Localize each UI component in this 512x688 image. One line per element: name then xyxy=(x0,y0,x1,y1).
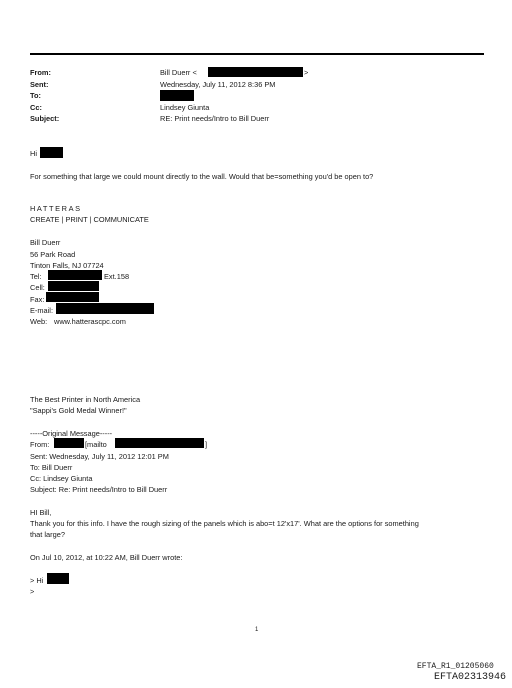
cc-value: Lindsey Giunta xyxy=(160,103,210,112)
redaction-tel xyxy=(48,270,102,280)
redaction-original-from xyxy=(54,438,84,448)
cell-label: Cell: xyxy=(30,283,45,292)
original-greeting: HI Bill, xyxy=(30,508,52,517)
body-greeting: Hi xyxy=(30,149,37,158)
subject-value: RE: Print needs/Intro to Bill Duerr xyxy=(160,114,270,123)
original-line1: Thank you for this info. I have the rough sizing of the panels which is abo=t 12'x17'. What are the options for something xyxy=(30,519,419,528)
original-from-label: From: xyxy=(30,440,50,449)
original-line2: that large? xyxy=(30,530,65,539)
sig-address2: Tinton Falls, NJ 07724 xyxy=(30,261,104,270)
redaction-to xyxy=(160,90,194,101)
email-label: E-mail: xyxy=(30,306,53,315)
original-sent: Sent: Wednesday, July 11, 2012 12:01 PM xyxy=(30,452,169,461)
redaction-cell xyxy=(48,281,99,291)
subject-label: Subject: xyxy=(30,114,60,123)
body-message: For something that large we could mount directly to the wall. Would that be=something you'd be open to? xyxy=(30,172,374,181)
original-divider: -----Original Message----- xyxy=(30,429,113,438)
redaction-email xyxy=(56,303,154,314)
web-label: Web: xyxy=(30,317,48,326)
original-subject: Subject: Re: Print needs/Intro to Bill Duerr xyxy=(30,485,168,494)
quote-hi: > Hi xyxy=(30,576,44,585)
tel-ext: Ext.158 xyxy=(104,272,130,281)
quote-gt: > xyxy=(30,587,35,596)
header-rule xyxy=(30,53,484,55)
original-to: To: Bill Duerr xyxy=(30,463,73,472)
tel-label: Tel: xyxy=(30,272,42,281)
from-label: From: xyxy=(30,68,51,77)
redaction-original-email xyxy=(115,438,204,448)
company-tagline: CREATE | PRINT | COMMUNICATE xyxy=(30,215,149,224)
slogan-line2: "Sappi's Gold Medal Winner!" xyxy=(30,406,127,415)
from-suffix: > xyxy=(304,68,309,77)
slogan-line1: The Best Printer in North America xyxy=(30,395,141,404)
redaction-fax xyxy=(46,292,99,302)
sent-value: Wednesday, July 11, 2012 8:36 PM xyxy=(160,80,276,89)
redaction-from-email xyxy=(208,67,303,77)
cc-label: Cc: xyxy=(30,103,42,112)
redaction-quote-name xyxy=(47,573,69,584)
to-label: To: xyxy=(30,91,41,100)
page-number: 1 xyxy=(255,627,259,633)
sent-label: Sent: xyxy=(30,80,49,89)
original-from-mailto: [mailto xyxy=(85,440,107,449)
from-value: Bill Duerr < xyxy=(160,68,197,77)
sig-name: Bill Duerr xyxy=(30,238,61,247)
redaction-greeting-name xyxy=(40,147,63,158)
sig-address1: 56 Park Road xyxy=(30,250,76,259)
fax-label: Fax: xyxy=(30,295,45,304)
original-from-close: ] xyxy=(205,440,208,449)
footer-id-2: EFTA02313946 xyxy=(434,672,507,683)
footer-id-1: EFTA_R1_01205060 xyxy=(417,662,494,671)
original-cc: Cc: Lindsey Giunta xyxy=(30,474,93,483)
company-name: HATTERAS xyxy=(30,204,82,213)
quote-intro: On Jul 10, 2012, at 10:22 AM, Bill Duerr wrote: xyxy=(30,553,183,562)
web-value: www.hatterascpc.com xyxy=(54,317,126,326)
